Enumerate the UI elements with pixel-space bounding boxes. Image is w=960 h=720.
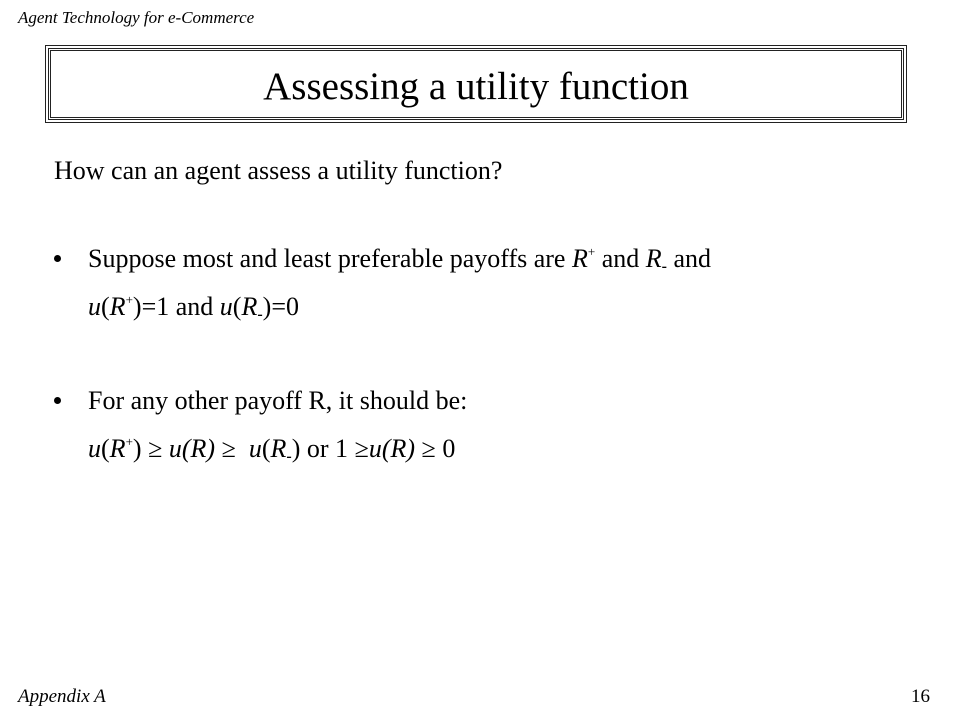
- course-header: Agent Technology for e-Commerce: [18, 8, 255, 27]
- bullet-dot-icon: [54, 255, 61, 262]
- bullet-1-line-2: u(R+)=1 and $u(R_-)=0$: [88, 292, 299, 323]
- geq-symbol: ≥: [221, 434, 236, 463]
- bullet-dot-icon: [54, 397, 61, 404]
- r-plus-symbol: R: [571, 244, 588, 273]
- page-number: 16: [911, 686, 930, 707]
- footer-section-label: Appendix A: [18, 686, 106, 707]
- bullet-1-line-1: Suppose most and least preferable payoffs are R+ and $R_-$ and: [88, 244, 712, 275]
- bullet-2-line-1: For any other payoff R, it should be:: [88, 386, 468, 415]
- geq-symbol: ≥: [421, 434, 436, 463]
- geq-symbol: ≥: [354, 434, 369, 463]
- intro-question: How can an agent assess a utility function?: [54, 156, 503, 185]
- utility-inequality: $u(R^+) \ge u(R) \ge u(R_-)$ or 1 ≥u(R) ≥ 0: [88, 434, 456, 465]
- slide-title: Assessing a utility function: [263, 64, 689, 108]
- geq-symbol: ≥: [148, 434, 163, 463]
- title-frame: [48, 48, 904, 120]
- r-minus-symbol: R: [645, 244, 662, 273]
